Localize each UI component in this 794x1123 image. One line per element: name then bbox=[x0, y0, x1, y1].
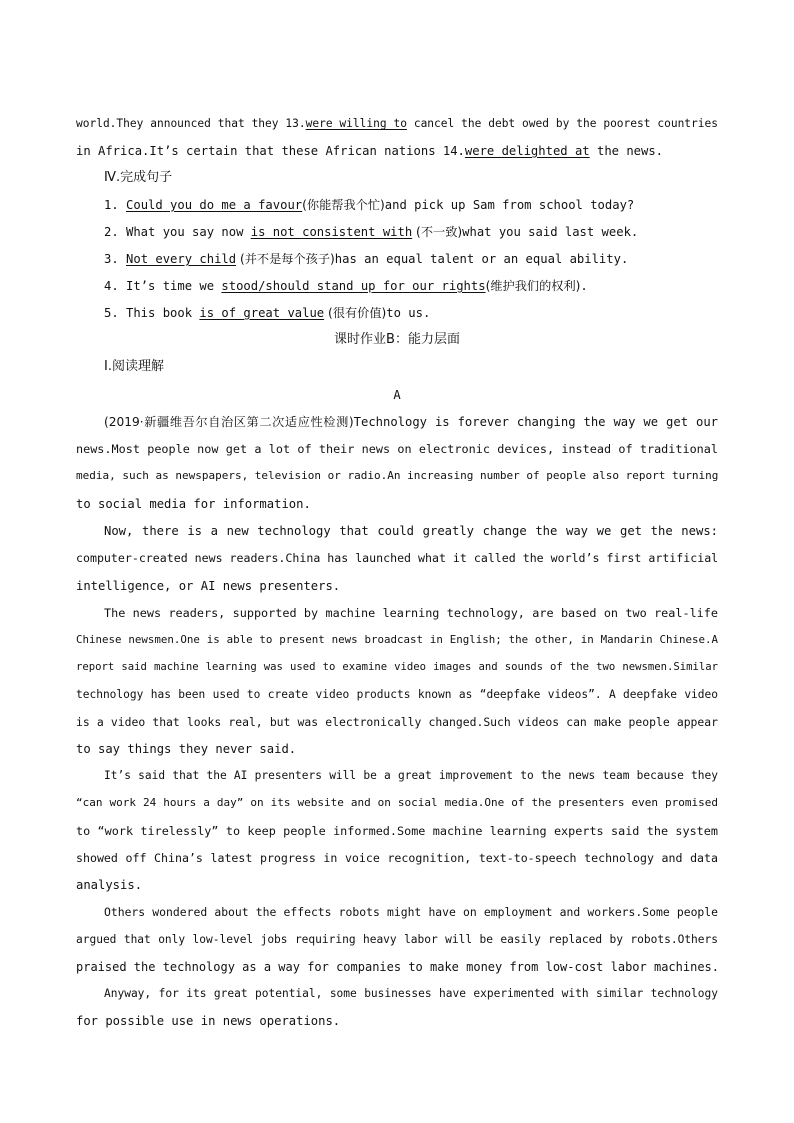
answer-blank: stood/should stand up for our rights bbox=[221, 279, 486, 293]
text: the news. bbox=[589, 144, 664, 158]
answer-blank: is not consistent with bbox=[250, 225, 413, 239]
item-number: 4. It’s time we bbox=[104, 279, 222, 293]
item-number: 2. What you say now bbox=[104, 225, 251, 239]
item-number: 1. bbox=[104, 198, 127, 212]
passage-line: intelligence, or AI news presenters. bbox=[76, 579, 341, 593]
section-title: Ⅳ.完成句子 bbox=[104, 170, 173, 185]
sentence-item-2 bbox=[104, 224, 746, 240]
text: and pick up Sam from school today? bbox=[384, 198, 635, 212]
answer-blank: is of great value bbox=[199, 306, 325, 320]
passage-line: media, such as newspapers, television or radio.An increasing number of people also report turning bbox=[76, 469, 719, 482]
text: in Africa.It’s certain that these African nations 14. bbox=[76, 144, 465, 158]
sentence-item-3 bbox=[104, 251, 746, 267]
chinese-hint: (不一致) bbox=[412, 225, 463, 239]
passage-line: to “work tirelessly” to keep people informed.Some machine learning experts said the system bbox=[76, 824, 718, 838]
passage-line: news.Most people now get a lot of their news on electronic devices, instead of traditional bbox=[76, 442, 718, 456]
answer-blank: were delighted at bbox=[464, 144, 590, 158]
sentence-item-1 bbox=[104, 197, 746, 213]
answer-blank: Could you do me a favour bbox=[126, 198, 303, 212]
passage-line: technology has been used to create video products known as “deepfake videos”. A deepfake video bbox=[76, 688, 718, 701]
text: has an equal talent or an equal ability. bbox=[334, 252, 629, 266]
sentence-item-4 bbox=[104, 278, 746, 294]
item-number: 3. bbox=[104, 252, 127, 266]
passage-line: computer-created news readers.China has launched what it called the world’s first artificial bbox=[76, 551, 719, 565]
homework-b-title: 课时作业B：能力层面 bbox=[334, 332, 460, 347]
passage-line: showed off China’s latest progress in voice recognition, text-to-speech technology and data bbox=[76, 851, 718, 865]
passage-line bbox=[76, 414, 718, 430]
passage-line: for possible use in news operations. bbox=[76, 1014, 341, 1028]
passage-line: It’s said that the AI presenters will be a great improvement to the news team because they bbox=[104, 769, 718, 782]
passage-line: Anyway, for its great potential, some businesses have experimented with similar technology bbox=[104, 987, 718, 1000]
passage-line: The news readers, supported by machine learning technology, are based on two real-life bbox=[104, 606, 718, 620]
text: cancel the debt owed by the poorest countries bbox=[406, 117, 718, 130]
answer-blank: Not every child bbox=[126, 252, 237, 266]
passage-line: is a video that looks real, but was electronically changed.Such videos can make people appear bbox=[76, 715, 718, 729]
text: Technology is forever changing the way we get our bbox=[353, 415, 718, 429]
passage-line: report said machine learning was used to examine video images and sounds of the two newsmen.Similar bbox=[76, 661, 718, 673]
passage-line: to say things they never said. bbox=[76, 742, 297, 756]
answer-blank: were willing to bbox=[305, 117, 407, 130]
chinese-hint: (你能帮我个忙) bbox=[302, 198, 385, 212]
item-number: 5. This book bbox=[104, 306, 200, 320]
passage-line: Now, there is a new technology that could greatly change the way we get the news: bbox=[104, 524, 718, 538]
section-title: Ⅰ.阅读理解 bbox=[104, 359, 164, 374]
passage-line: praised the technology as a way for companies to make money from low-cost labor machines. bbox=[76, 960, 719, 974]
passage-line: to social media for information. bbox=[76, 497, 311, 511]
chinese-hint: (很有价值) bbox=[324, 306, 387, 320]
chinese-hint: (并不是每个孩子) bbox=[236, 252, 335, 266]
passage-line: “can work 24 hours a day” on its website and on social media.One of the presenters even promised bbox=[76, 796, 718, 809]
paragraph-line bbox=[76, 143, 718, 159]
text: world.They announced that they 13. bbox=[76, 117, 306, 130]
passage-source: (2019·新疆维吾尔自治区第二次适应性检测) bbox=[104, 415, 354, 429]
paragraph-line bbox=[76, 116, 718, 132]
passage-line: argued that only low-level jobs requiring heavy labor will be easily replaced by robots.Others bbox=[76, 933, 718, 946]
passage-line: Chinese newsmen.One is able to present news broadcast in English; the other, in Mandarin Chinese.A bbox=[76, 633, 718, 646]
chinese-hint: (维护我们的权利) bbox=[485, 279, 581, 293]
passage-line: analysis. bbox=[76, 878, 143, 892]
text: . bbox=[580, 279, 588, 293]
passage-label: A bbox=[393, 388, 401, 402]
text: what you said last week. bbox=[462, 225, 639, 239]
text: to us. bbox=[386, 306, 431, 320]
passage-line: Others wondered about the effects robots might have on employment and workers.Some people bbox=[104, 905, 718, 919]
sentence-item-5 bbox=[104, 305, 746, 321]
